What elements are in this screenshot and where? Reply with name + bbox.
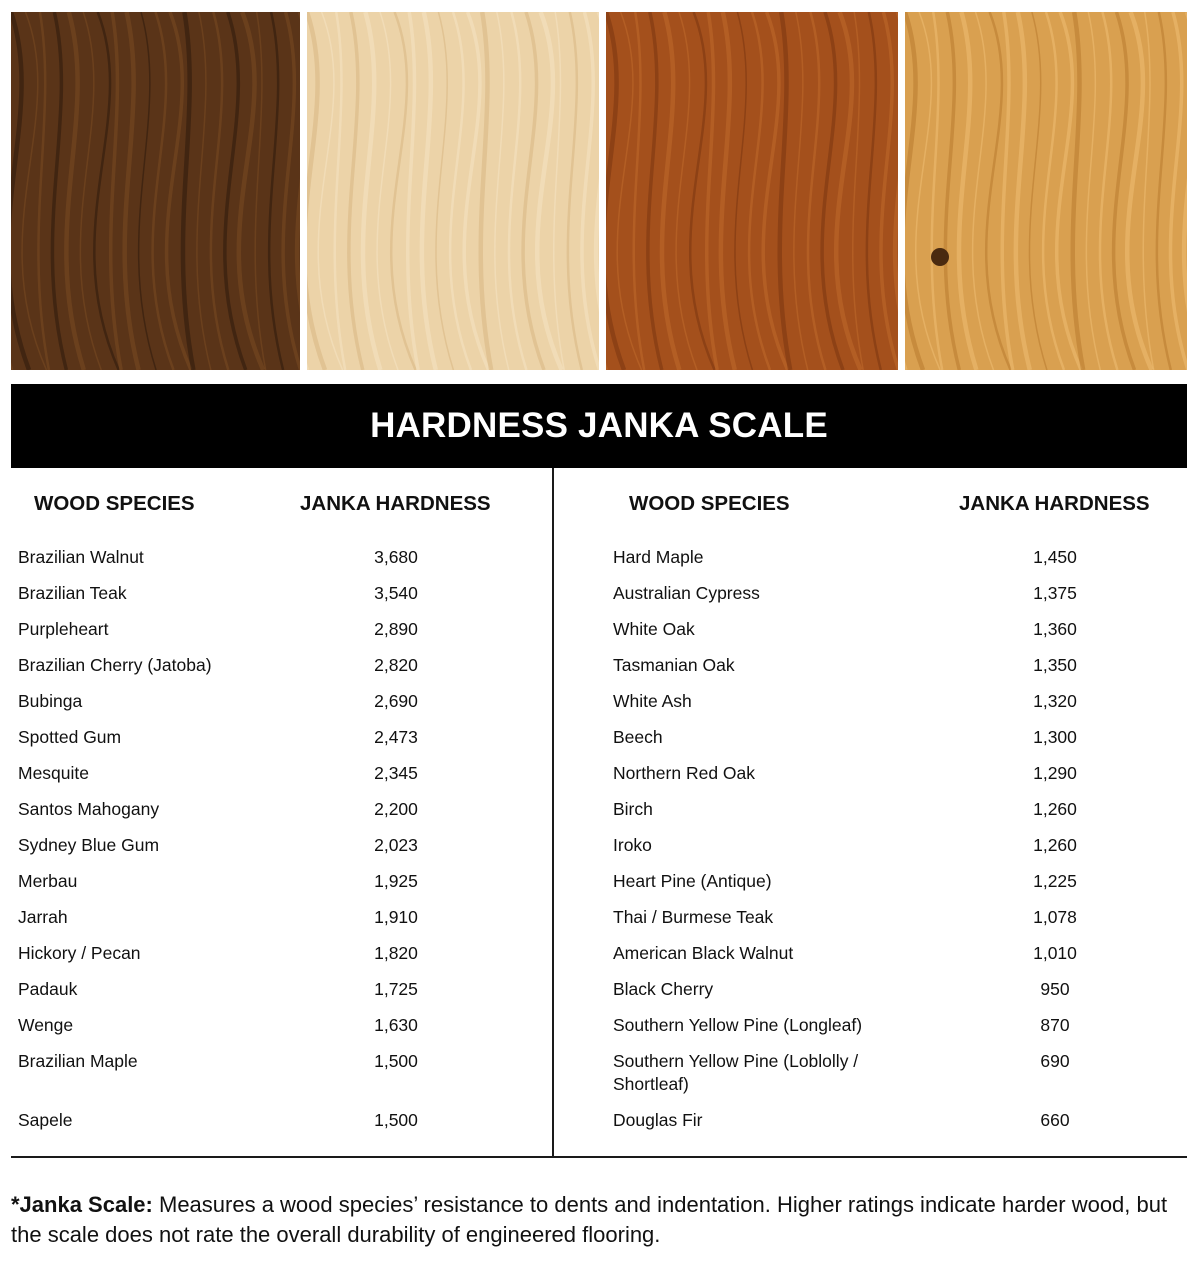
wood-species-cell: Birch bbox=[613, 799, 653, 819]
footnote-text: Measures a wood species’ resistance to dents and indentation. Higher ratings indicate harder wood, but the scale does not rate the overall durability of engineered flooring. bbox=[11, 1192, 1168, 1247]
wood-species-cell: Wenge bbox=[18, 1015, 74, 1035]
column-divider bbox=[552, 468, 554, 1158]
wood-swatch-3 bbox=[606, 12, 898, 370]
janka-hardness-cell: 3,680 bbox=[374, 547, 418, 567]
janka-hardness-cell: 1,225 bbox=[1033, 871, 1077, 891]
janka-hardness-cell: 1,078 bbox=[1033, 907, 1077, 927]
janka-hardness-cell: 1,910 bbox=[374, 907, 418, 927]
wood-species-cell: Thai / Burmese Teak bbox=[613, 907, 774, 927]
wood-species-cell: Brazilian Walnut bbox=[18, 547, 144, 567]
header-janka-hardness-left: JANKA HARDNESS bbox=[300, 492, 491, 515]
wood-species-cell: Santos Mahogany bbox=[18, 799, 160, 819]
header-wood-species-right: WOOD SPECIES bbox=[629, 492, 790, 515]
table-bottom-rule bbox=[11, 1156, 1187, 1158]
janka-hardness-cell: 1,350 bbox=[1033, 655, 1077, 675]
wood-species-cell: Jarrah bbox=[18, 907, 68, 927]
footnote bbox=[11, 1190, 1187, 1250]
janka-hardness-cell: 1,300 bbox=[1033, 727, 1077, 747]
wood-species-cell: Brazilian Maple bbox=[18, 1051, 138, 1071]
wood-species-cell: Padauk bbox=[18, 979, 78, 999]
wood-species-cell: Beech bbox=[613, 727, 663, 747]
wood-species-cell: Mesquite bbox=[18, 763, 90, 783]
janka-hardness-cell: 2,473 bbox=[374, 727, 418, 747]
wood-species-cell: Northern Red Oak bbox=[613, 763, 756, 783]
wood-species-cell: Iroko bbox=[613, 835, 652, 855]
wood-species-cell: Spotted Gum bbox=[18, 727, 122, 747]
wood-species-cell: Heart Pine (Antique) bbox=[613, 871, 772, 891]
janka-hardness-cell: 950 bbox=[1040, 979, 1070, 999]
wood-species-cell: Sapele bbox=[18, 1110, 73, 1130]
header-wood-species-left: WOOD SPECIES bbox=[34, 492, 195, 515]
janka-hardness-cell: 1,260 bbox=[1033, 835, 1077, 855]
janka-hardness-cell: 2,890 bbox=[374, 619, 418, 639]
janka-hardness-cell: 1,500 bbox=[374, 1110, 418, 1130]
wood-species-cell: Brazilian Teak bbox=[18, 583, 127, 603]
reddish-cherry-wood-swatch bbox=[606, 12, 898, 370]
janka-hardness-cell: 1,375 bbox=[1033, 583, 1077, 603]
wood-species-cell: Black Cherry bbox=[613, 979, 714, 999]
janka-hardness-cell: 1,500 bbox=[374, 1051, 418, 1071]
footnote-label: *Janka Scale: bbox=[11, 1192, 153, 1217]
wood-species-cell: Purpleheart bbox=[18, 619, 109, 639]
janka-hardness-cell: 2,690 bbox=[374, 691, 418, 711]
wood-species-cell: Hickory / Pecan bbox=[18, 943, 141, 963]
janka-hardness-cell: 1,260 bbox=[1033, 799, 1077, 819]
janka-hardness-cell: 2,023 bbox=[374, 835, 418, 855]
janka-hardness-cell: 660 bbox=[1040, 1110, 1070, 1130]
title-banner bbox=[11, 384, 1187, 468]
janka-hardness-cell: 1,360 bbox=[1033, 619, 1077, 639]
janka-hardness-cell: 870 bbox=[1040, 1015, 1070, 1035]
wood-species-cell: Australian Cypress bbox=[613, 583, 760, 603]
wood-species-cell: Tasmanian Oak bbox=[613, 655, 735, 675]
wood-species-cell: American Black Walnut bbox=[613, 943, 794, 963]
wood-species-cell: Brazilian Cherry (Jatoba) bbox=[18, 655, 212, 675]
janka-hardness-cell: 1,725 bbox=[374, 979, 418, 999]
janka-hardness-cell: 2,820 bbox=[374, 655, 418, 675]
wood-species-cell: White Ash bbox=[613, 691, 692, 711]
wood-species-cell: Hard Maple bbox=[613, 547, 704, 567]
janka-hardness-cell: 1,925 bbox=[374, 871, 418, 891]
janka-hardness-cell: 1,630 bbox=[374, 1015, 418, 1035]
wood-swatch-2 bbox=[307, 12, 599, 370]
wood-swatch-4 bbox=[905, 12, 1187, 370]
janka-hardness-cell: 1,450 bbox=[1033, 547, 1077, 567]
header-janka-hardness-right: JANKA HARDNESS bbox=[959, 492, 1150, 515]
janka-hardness-cell: 690 bbox=[1040, 1051, 1070, 1071]
janka-hardness-cell: 1,010 bbox=[1033, 943, 1077, 963]
wood-species-cell: White Oak bbox=[613, 619, 695, 639]
wood-species-cell: Sydney Blue Gum bbox=[18, 835, 160, 855]
wood-species-cell: Douglas Fir bbox=[613, 1110, 703, 1130]
janka-hardness-cell: 3,540 bbox=[374, 583, 418, 603]
wood-knot bbox=[931, 248, 949, 266]
janka-hardness-cell: 1,820 bbox=[374, 943, 418, 963]
golden-pine-wood-swatch bbox=[905, 12, 1187, 370]
wood-swatch-1 bbox=[11, 12, 300, 370]
wood-species-cell: Southern Yellow Pine (Loblolly / Shortleaf) bbox=[613, 1051, 859, 1094]
janka-hardness-cell: 2,200 bbox=[374, 799, 418, 819]
janka-hardness-cell: 2,345 bbox=[374, 763, 418, 783]
wood-species-cell: Bubinga bbox=[18, 691, 83, 711]
wood-species-cell: Merbau bbox=[18, 871, 78, 891]
pale-maple-wood-swatch bbox=[307, 12, 599, 370]
dark-walnut-wood-swatch bbox=[11, 12, 300, 370]
janka-hardness-cell: 1,320 bbox=[1033, 691, 1077, 711]
page-title: HARDNESS JANKA SCALE bbox=[370, 406, 828, 445]
wood-species-cell: Southern Yellow Pine (Longleaf) bbox=[613, 1015, 863, 1035]
wood-swatch-strip bbox=[11, 12, 1187, 370]
janka-hardness-cell: 1,290 bbox=[1033, 763, 1077, 783]
